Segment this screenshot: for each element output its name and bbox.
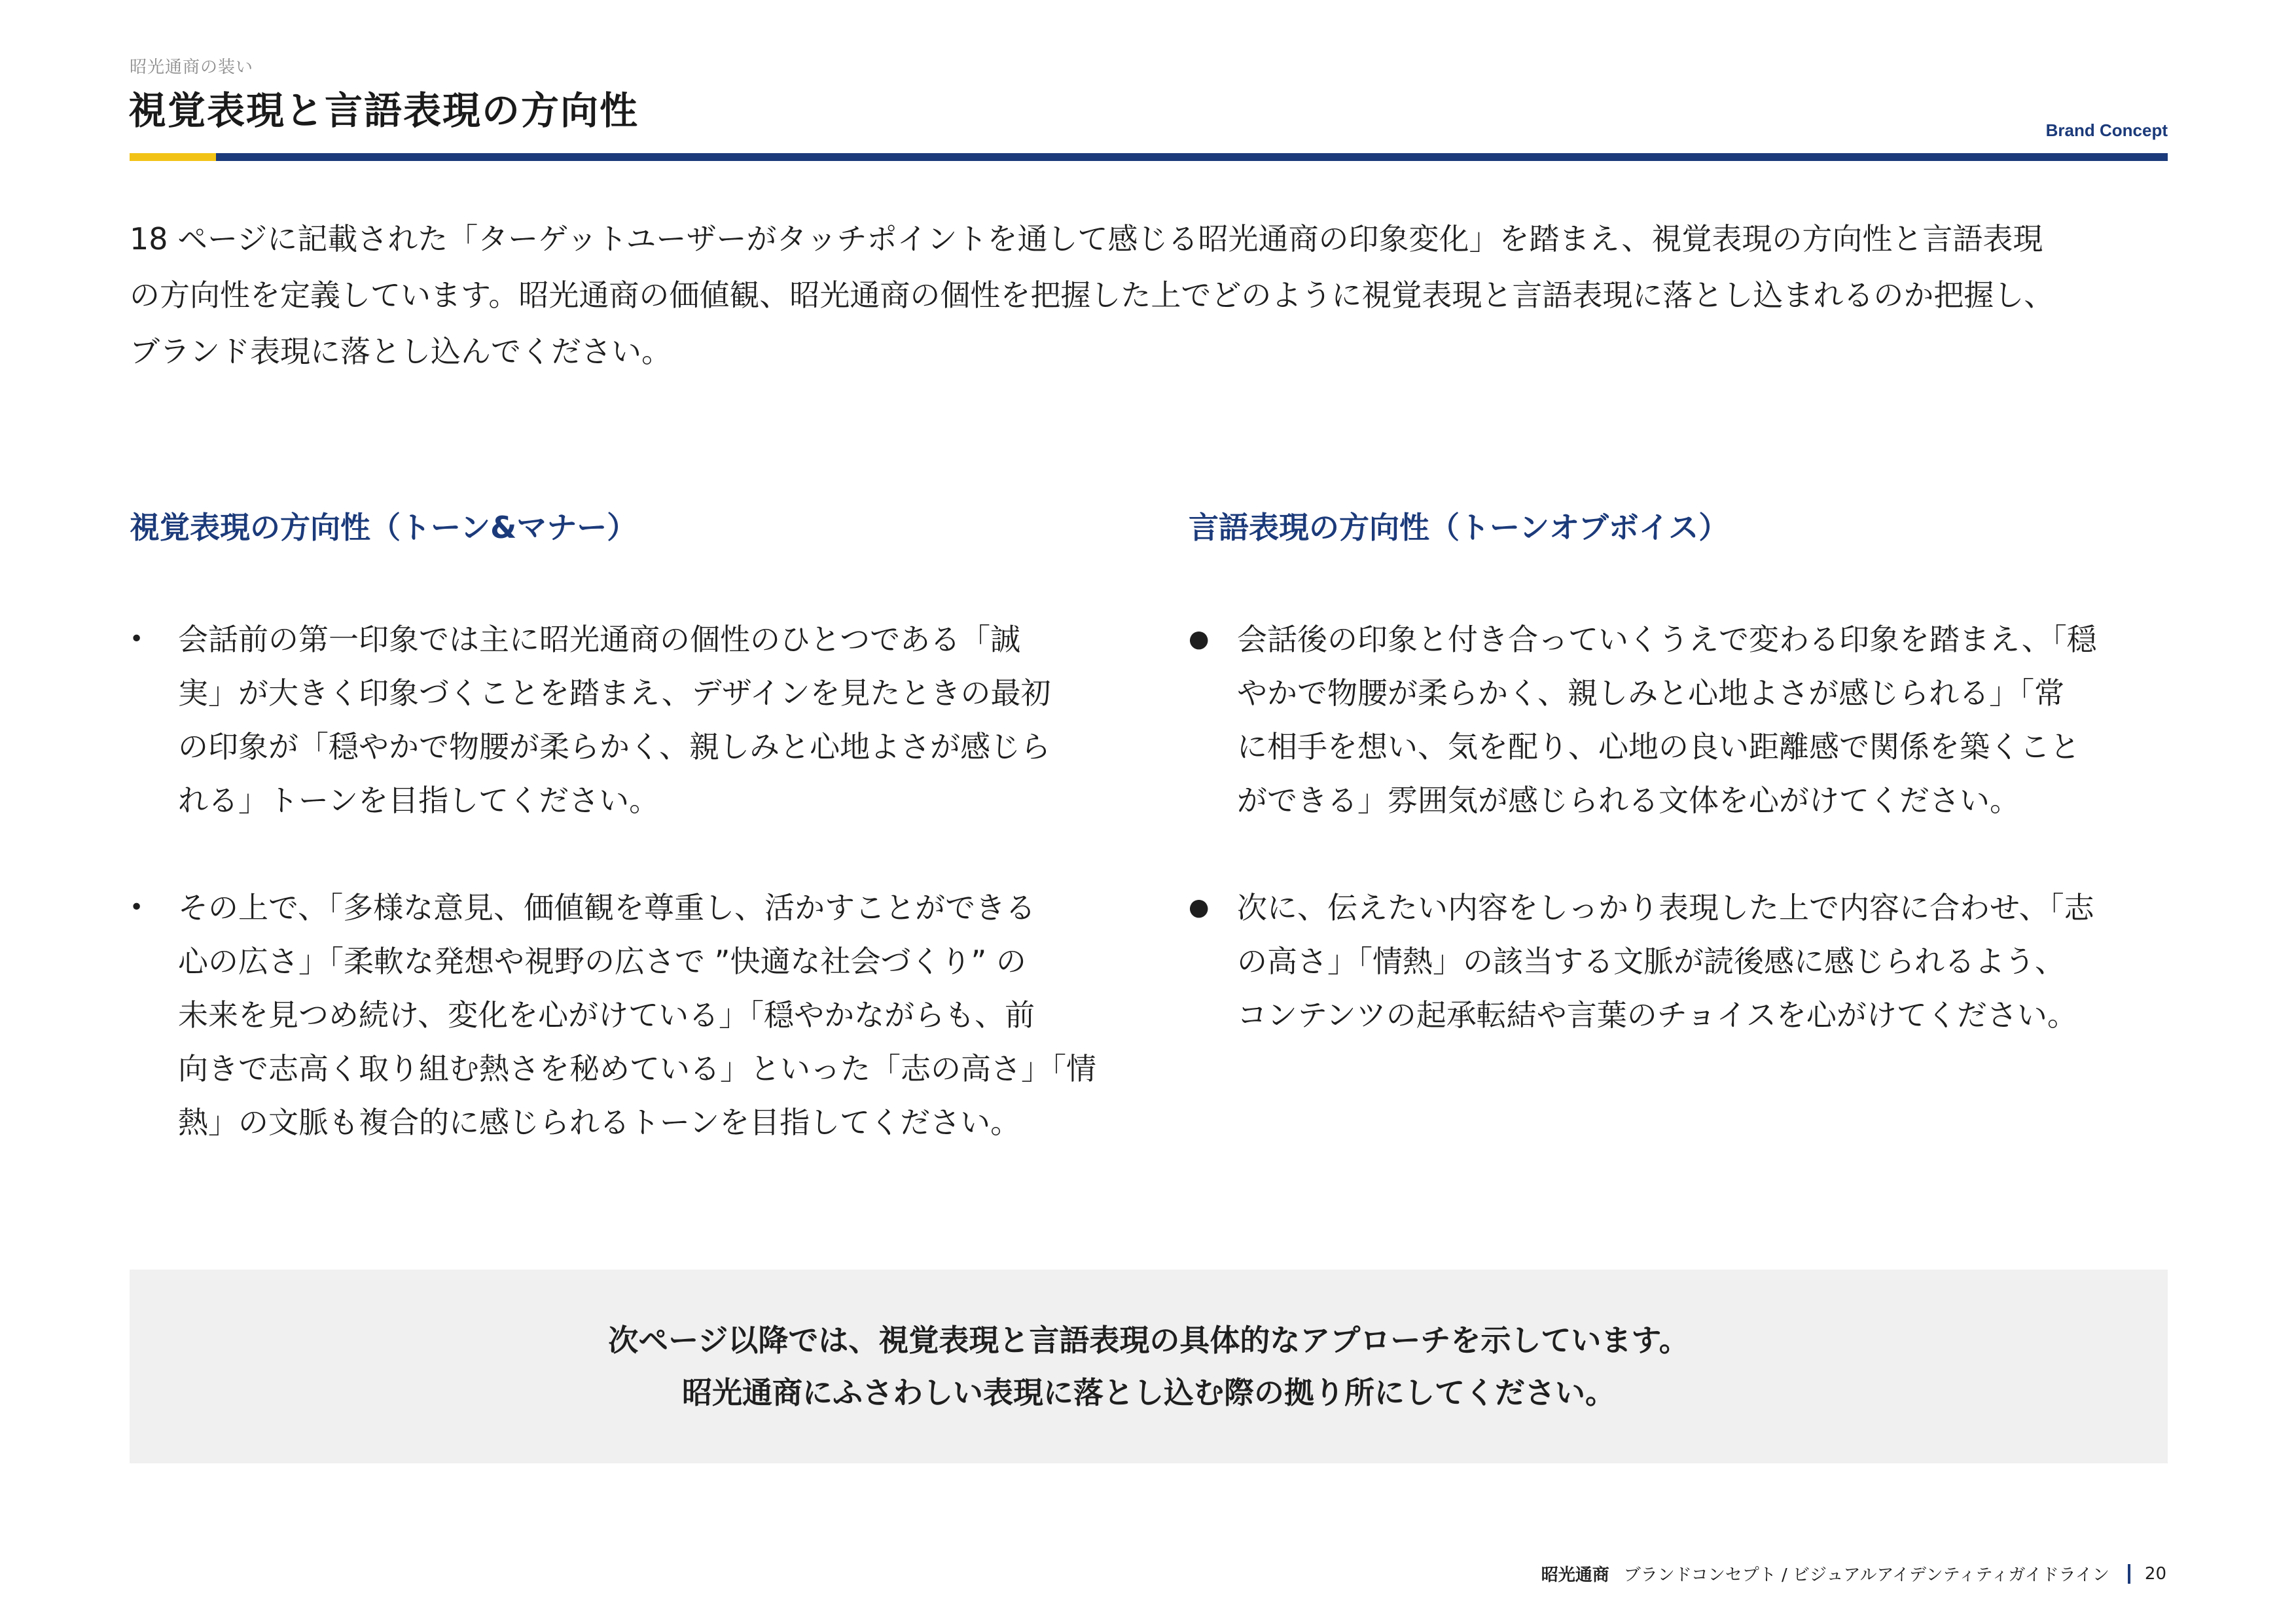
bullet-icon: ● [1189, 626, 1210, 652]
summary-note-box [130, 1270, 2168, 1463]
bullet-line: れる」トーンを目指してください。 [178, 783, 660, 818]
footer-document-title: ブランドコンセプト / ビジュアルアイデンティティガイドライン [1623, 1565, 2109, 1585]
verbal-expression-column [1189, 504, 2183, 1096]
visual-expression-column [130, 504, 1124, 1203]
bullet-line: の印象が「穏やかで物腰が柔らかく、親しみと心地よさが感じら [178, 729, 1051, 764]
visual-expression-heading: 視覚表現の方向性（トーン&マナー） [130, 510, 637, 545]
bullet-line: 心の広さ」「柔軟な発想や視野の広さで ”快適な社会づくり” の [178, 944, 1026, 979]
bullet-line: の高さ」「情熱」の該当する文脈が読後感に感じられるよう、 [1237, 944, 2065, 979]
visual-bullet-item [130, 613, 1124, 827]
page-footer [1541, 1561, 2166, 1586]
intro-line: の方向性を定義しています。昭光通商の価値観、昭光通商の個性を把握した上でどのように視覚表現と言語表現に落とし込まれるのか把握し、 [130, 277, 2054, 313]
bullet-line: 熱」の文脈も複合的に感じられるトーンを目指してください。 [178, 1105, 1021, 1140]
bullet-icon: ● [1189, 894, 1210, 921]
summary-note-line: 昭光通商にふさわしい表現に落とし込む際の拠り所にしてください。 [682, 1375, 1615, 1410]
header-rule-accent [130, 153, 216, 161]
footer-divider [2128, 1564, 2130, 1584]
bullet-line: 実」が大きく印象づくことを踏まえ、デザインを見たときの最初 [178, 675, 1051, 711]
page-title: 視覚表現と言語表現の方向性 [128, 88, 639, 133]
bullet-line: 会話前の第一印象では主に昭光通商の個性のひとつである「誠 [178, 622, 1021, 657]
verbal-bullet-item [1189, 881, 2183, 1042]
intro-line: ブランド表現に落とし込んでください。 [130, 334, 672, 369]
page-number: 20 [2144, 1563, 2166, 1584]
bullet-line: 未来を見つめ続け、変化を心がけている」「穏やかながらも、前 [178, 997, 1035, 1033]
intro-line: 18 ページに記載された「ターゲットユーザーがタッチポイントを通して感じる昭光通商の印象変化」を踏まえ、視覚表現の方向性と言語表現 [130, 221, 2043, 257]
section-label: Brand Concept [2045, 120, 2168, 140]
bullet-line: やかで物腰が柔らかく、親しみと心地よさが感じられる」「常 [1237, 675, 2065, 711]
intro-paragraph [130, 211, 2172, 380]
bullet-line: 次に、伝えたい内容をしっかり表現した上で内容に合わせ、「志 [1237, 890, 2094, 925]
summary-note-line: 次ページ以降では、視覚表現と言語表現の具体的なアプローチを示しています。 [608, 1323, 1689, 1358]
bullet-line: コンテンツの起承転結や言葉のチョイスを心がけてください。 [1237, 997, 2077, 1033]
bullet-line: その上で、「多様な意見、価値観を尊重し、活かすことができる [178, 890, 1036, 925]
bullet-line: 会話後の印象と付き合っていくうえで変わる印象を踏まえ、「穏 [1237, 622, 2097, 657]
visual-bullet-item [130, 881, 1124, 1149]
bullet-icon: • [130, 626, 144, 652]
header-rule [130, 153, 2168, 161]
verbal-expression-heading: 言語表現の方向性（トーンオブボイス） [1189, 510, 1729, 545]
bullet-line: に相手を想い、気を配り、心地の良い距離感で関係を築くこと [1237, 729, 2080, 764]
verbal-bullet-item [1189, 613, 2183, 827]
footer-company: 昭光通商 [1541, 1565, 1609, 1585]
bullet-icon: • [130, 894, 144, 921]
section-supertitle: 昭光通商の装い [130, 58, 254, 77]
bullet-line: ができる」雰囲気が感じられる文体を心がけてください。 [1237, 783, 2020, 818]
bullet-line: 向きで志高く取り組む熱さを秘めている」といった「志の高さ」「情 [178, 1051, 1096, 1086]
